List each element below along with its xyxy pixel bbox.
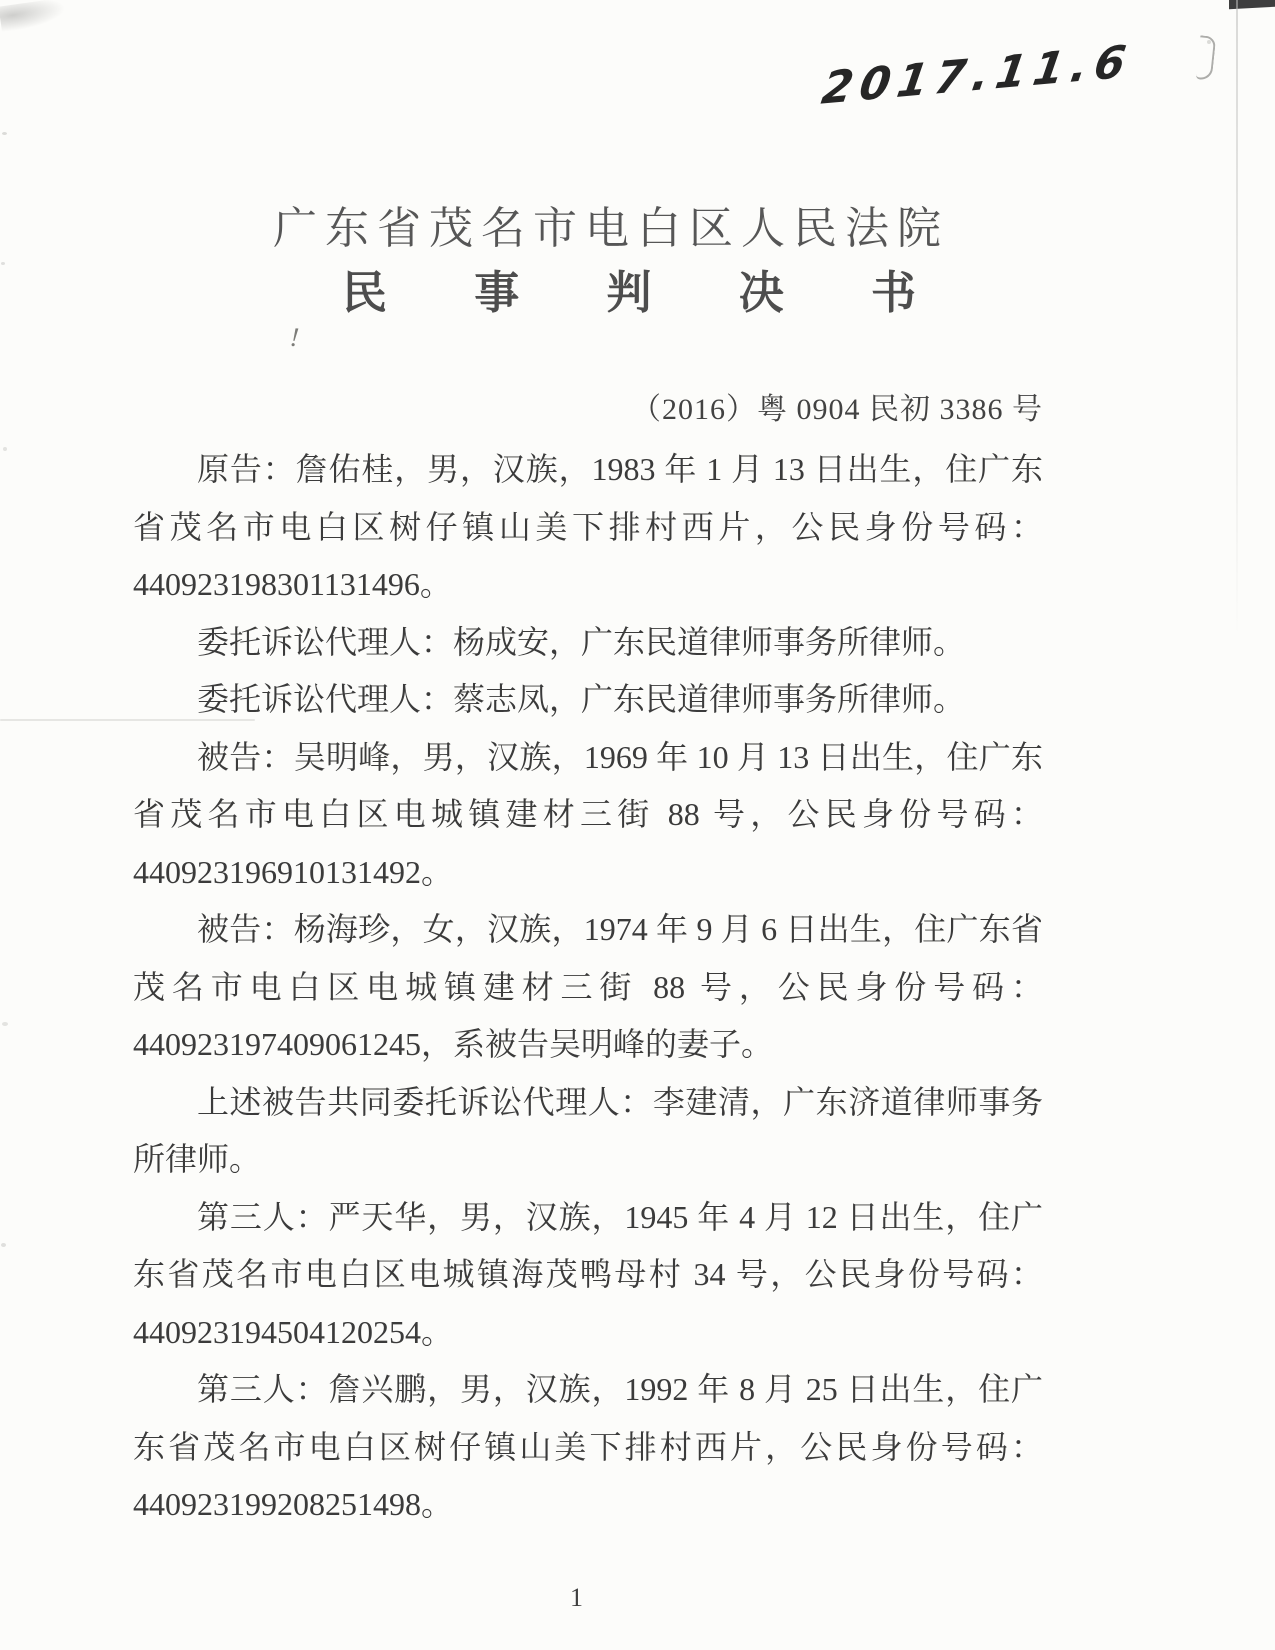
handwritten-date: 2017.11.6: [818, 35, 1137, 115]
paragraph-defendant-2: 被告：杨海珍，女，汉族，1974 年 9 月 6 日出生，住广东省茂名市电白区电城镇建材三街 88 号，公民身份号码：440923197409061245，系被告吴明峰的妻子。: [133, 911, 1043, 1062]
paragraph-plaintiff: 原告：詹佑桂，男，汉族，1983 年 1 月 13 日出生，住广东省茂名市电白区树仔镇山美下排村西片，公民身份号码：440923198301131496。: [133, 451, 1043, 602]
judgment-body: [133, 441, 1043, 1534]
paragraph-defendant-1: 被告：吴明峰，男，汉族，1969 年 10 月 13 日出生，住广东省茂名市电白区电城镇建材三街 88 号，公民身份号码：440923196910131492。: [133, 738, 1043, 890]
case-number: （2016）粤 0904 民初 3386 号: [631, 393, 1043, 426]
scan-stray-mark: !: [288, 321, 301, 353]
page-number: 1: [570, 1583, 583, 1612]
scan-speck-artifact: [2, 1022, 8, 1026]
paragraph-plaintiff-agent-2: 委托诉讼代理人：蔡志凤，广东民道律师事务所律师。: [197, 681, 966, 717]
scan-smudge-artifact: [0, 0, 67, 32]
paragraph-defendants-agent: 上述被告共同委托诉讼代理人：李建清，广东济道律师事务所律师。: [133, 1083, 1043, 1177]
scan-speck-artifact: [2, 132, 7, 135]
paragraph-plaintiff-agent-1: 委托诉讼代理人：杨成安，广东民道律师事务所律师。: [197, 623, 966, 660]
paragraph-third-party-1: 第三人：严天华，男，汉族，1945 年 4 月 12 日出生，住广东省茂名市电白区电城镇海茂鸭母村 34 号，公民身份号码：440923194504120254。: [133, 1198, 1043, 1350]
scan-speck-artifact: [1, 1243, 6, 1247]
paragraph-third-party-2: 第三人：詹兴鹏，男，汉族，1992 年 8 月 25 日出生，住广东省茂名市电白区树仔镇山美下排村西片，公民身份号码：440923199208251498。: [133, 1371, 1043, 1522]
scan-ink-squiggle-artifact: [1196, 35, 1217, 80]
court-name-title: 广东省茂名市电白区人民法院: [273, 204, 949, 253]
document-type-title: 民 事 判 决 书: [341, 268, 954, 318]
scan-speck-artifact: [3, 447, 7, 451]
